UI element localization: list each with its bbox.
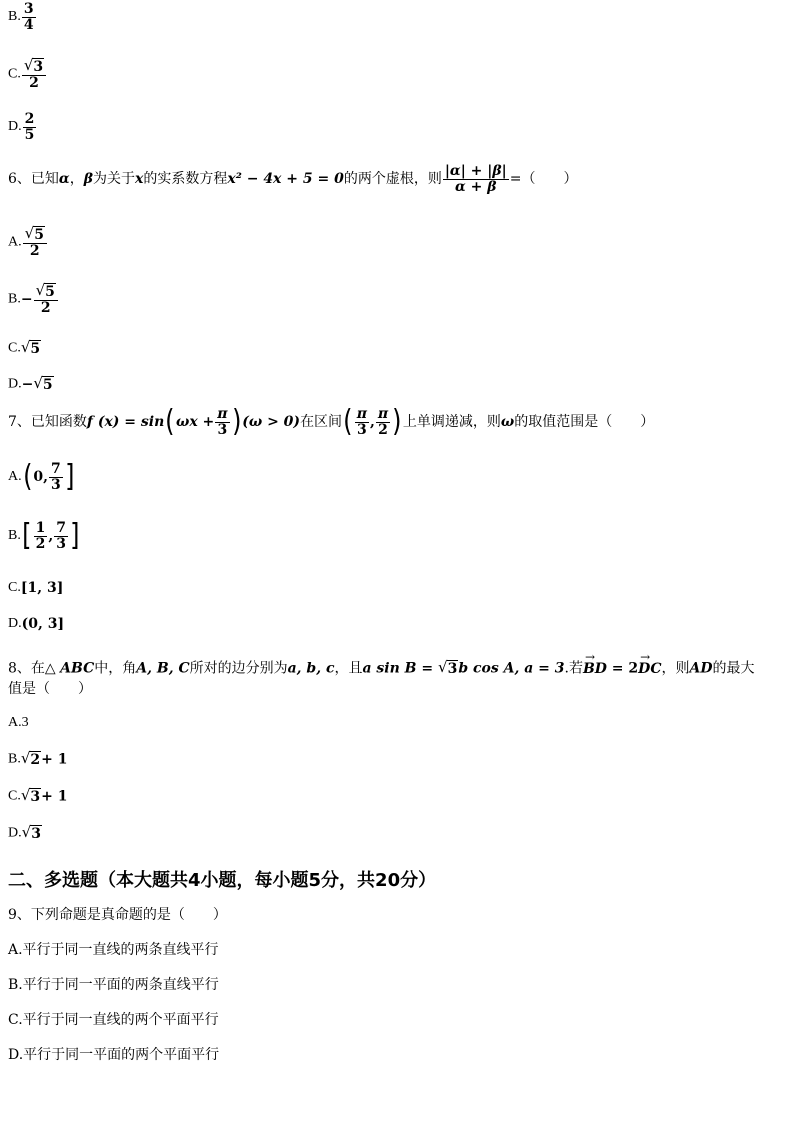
sqrt: √ 5 — [33, 374, 53, 393]
fraction: √ 5 2 — [23, 226, 47, 259]
q8-option-c: C. √ 3 + 1 — [8, 786, 68, 805]
fraction: $\frac{2}{5}$ — [24, 111, 35, 143]
fraction: $\frac{|\alpha| + |\beta|}{\alpha + \beta}$ — [444, 163, 507, 195]
q8-stem-line2: 值是（ ） — [8, 681, 92, 697]
q8-option-b: B. √ 2 + 1 — [8, 749, 68, 768]
q9-option-c: C.平行于同一直线的两个平面平行 — [8, 1012, 219, 1028]
option-label: A. — [8, 715, 22, 730]
option-label: B. — [8, 9, 21, 25]
q8-stem-line1: 8、在△ ABC中，角A, B, C所对的边分别为a, b, c，且a sin B = √ 3 b cos A, a = 3.若→ BD = 2→ DC，则AD的最大 — [8, 660, 754, 677]
q6-option-a — [8, 226, 48, 259]
q6-option-b: B.− √ 5 2 — [8, 283, 59, 316]
q6-option-c — [8, 340, 41, 357]
option-label: C. — [8, 66, 21, 82]
q8-option-d: D. √ 3 — [8, 823, 41, 842]
q9-stem: 9、下列命题是真命题的是（ ） — [8, 907, 227, 923]
q6-stem: 6、已知α，β为关于x的实系数方程x² − 4x + 5 = 0的两个虚根，则 $\frac{|\alpha| + |\beta|}{\alpha + \beta}$ =（ ） — [8, 163, 578, 195]
q7-option-a: A.(0, $\frac{7}{3}$ ] — [8, 459, 75, 495]
q5-option-c — [8, 58, 47, 91]
option-label: D. — [8, 376, 22, 392]
sqrt: √ 5 — [20, 338, 41, 357]
q7-option-c: C.[1, 3] — [8, 580, 64, 596]
q9-option-d: D.平行于同一平面的两个平面平行 — [8, 1047, 220, 1063]
q7-option-b: B.[ $\frac{1}{2}$ , $\frac{7}{3}$ ] — [8, 518, 80, 554]
vector-bd: → BD — [583, 662, 607, 676]
q9-option-a: A.平行于同一直线的两条直线平行 — [8, 942, 219, 958]
option-label: B. — [8, 751, 21, 767]
equation: x² − 4x + 5 = 0 — [227, 171, 344, 188]
q7-option-d: D.(0, 3] — [8, 616, 65, 632]
option-label: A. — [8, 469, 22, 485]
q6-option-d: D.− √ 5 — [8, 374, 53, 393]
fraction: √ 3 2 — [22, 58, 46, 91]
q7-stem: 7、已知函数f (x) = sin(ωx + $\frac{\pi}{3}$ )(ω > 0)在区间( $\frac{\pi}{3}$ , $\frac{\pi}{2}$ )上单调递减，则ω的取值范围是（ ） — [8, 404, 655, 440]
option-label: B. — [8, 291, 21, 307]
sqrt: √ 3 — [23, 56, 44, 75]
fraction: $\frac{3}{4}$ — [23, 1, 34, 33]
option-label: C. — [8, 788, 21, 804]
q9-option-b: B.平行于同一平面的两条直线平行 — [8, 977, 219, 993]
vector-dc: → DC — [638, 662, 661, 676]
q8-option-a: A.3 — [8, 715, 29, 730]
q5-option-d — [8, 112, 37, 142]
option-label: B. — [8, 528, 21, 544]
option-label: D. — [8, 825, 22, 841]
option-label: D. — [8, 119, 22, 135]
option-label: C. — [8, 340, 21, 356]
option-label: D. — [8, 616, 22, 631]
option-label: A. — [8, 234, 22, 250]
fraction: √ 5 2 — [34, 283, 58, 316]
section-heading: 二、多选题（本大题共4小题，每小题5分，共20分） — [8, 870, 437, 891]
q5-option-b — [8, 2, 37, 32]
option-label: C. — [8, 580, 21, 595]
